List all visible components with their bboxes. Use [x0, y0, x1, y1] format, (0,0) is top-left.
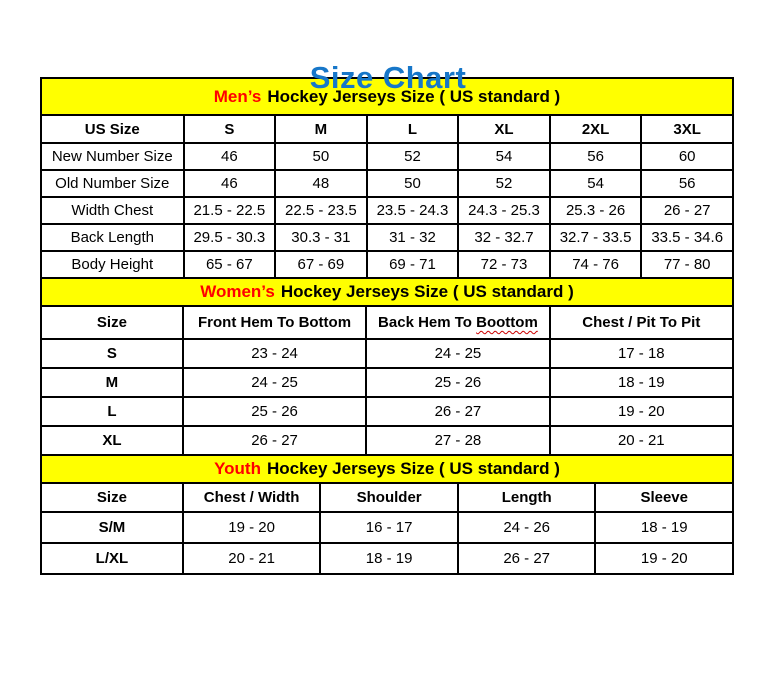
column-header: S: [184, 115, 276, 143]
table-row: [41, 197, 733, 224]
column-header: Back Hem To Boottom: [366, 306, 549, 339]
row-label: S/M: [41, 512, 183, 543]
row-label: Body Height: [41, 251, 184, 278]
size-cell: 46: [184, 170, 276, 197]
size-cell: 23.5 - 24.3: [367, 197, 459, 224]
size-cell: 26 - 27: [366, 397, 549, 426]
misspelled-word: Boottom: [476, 314, 538, 331]
size-cell: 50: [275, 143, 367, 170]
section-heading-womens: [40, 277, 734, 307]
column-header: Sleeve: [595, 483, 733, 512]
womens-size-table: [40, 305, 734, 456]
heading-highlight: Youth: [214, 459, 261, 478]
size-cell: 21.5 - 22.5: [184, 197, 276, 224]
size-cell: 32.7 - 33.5: [550, 224, 642, 251]
size-cell: 54: [550, 170, 642, 197]
row-label: S: [41, 339, 183, 368]
size-cell: 18 - 19: [595, 512, 733, 543]
column-header: US Size: [41, 115, 184, 143]
size-cell: 18 - 19: [550, 368, 733, 397]
size-cell: 29.5 - 30.3: [184, 224, 276, 251]
size-cell: 65 - 67: [184, 251, 276, 278]
size-cell: 24.3 - 25.3: [458, 197, 550, 224]
column-header: Size: [41, 306, 183, 339]
row-label: L: [41, 397, 183, 426]
heading-rest: Hockey Jerseys Size ( US standard ): [280, 282, 574, 301]
column-header: Front Hem To Bottom: [183, 306, 366, 339]
table-row: [41, 224, 733, 251]
header-row: [41, 115, 733, 143]
table-row: [41, 426, 733, 455]
heading-highlight: Women’s: [200, 282, 275, 301]
column-header: Shoulder: [320, 483, 458, 512]
row-label: New Number Size: [41, 143, 184, 170]
column-header: 2XL: [550, 115, 642, 143]
size-cell: 46: [184, 143, 276, 170]
page-title: Size Chart: [309, 60, 467, 95]
section-heading-youth: [40, 454, 734, 484]
column-header: Chest / Pit To Pit: [550, 306, 733, 339]
size-cell: 54: [458, 143, 550, 170]
size-cell: 77 - 80: [641, 251, 733, 278]
size-cell: 69 - 71: [367, 251, 459, 278]
size-cell: 26 - 27: [458, 543, 596, 574]
table-row: [41, 368, 733, 397]
row-label: Back Length: [41, 224, 184, 251]
header-row: [41, 483, 733, 512]
size-cell: 25.3 - 26: [550, 197, 642, 224]
size-cell: 22.5 - 23.5: [275, 197, 367, 224]
size-cell: 26 - 27: [183, 426, 366, 455]
size-cell: 23 - 24: [183, 339, 366, 368]
size-cell: 50: [367, 170, 459, 197]
size-cell: 74 - 76: [550, 251, 642, 278]
heading-rest: Hockey Jerseys Size ( US standard ): [266, 459, 560, 478]
size-cell: 27 - 28: [366, 426, 549, 455]
table-row: [41, 543, 733, 574]
column-header: Length: [458, 483, 596, 512]
size-cell: 26 - 27: [641, 197, 733, 224]
table-row: [41, 512, 733, 543]
table-row: [41, 251, 733, 278]
column-header: Chest / Width: [183, 483, 321, 512]
row-label: Old Number Size: [41, 170, 184, 197]
size-cell: 52: [367, 143, 459, 170]
size-cell: 20 - 21: [550, 426, 733, 455]
table-row: [41, 397, 733, 426]
size-cell: 24 - 26: [458, 512, 596, 543]
size-cell: 24 - 25: [183, 368, 366, 397]
size-cell: 60: [641, 143, 733, 170]
size-cell: 20 - 21: [183, 543, 321, 574]
size-cell: 32 - 32.7: [458, 224, 550, 251]
size-cell: 31 - 32: [367, 224, 459, 251]
size-cell: 72 - 73: [458, 251, 550, 278]
size-cell: 56: [641, 170, 733, 197]
row-label: L/XL: [41, 543, 183, 574]
column-header: M: [275, 115, 367, 143]
table-row: [41, 170, 733, 197]
column-header: Size: [41, 483, 183, 512]
mens-size-table: [40, 114, 734, 279]
size-cell: 33.5 - 34.6: [641, 224, 733, 251]
size-cell: 30.3 - 31: [275, 224, 367, 251]
size-cell: 56: [550, 143, 642, 170]
heading-highlight: Men’s: [213, 86, 262, 106]
table-row: [41, 339, 733, 368]
header-row: [41, 306, 733, 339]
youth-size-table: [40, 482, 734, 575]
size-cell: 19 - 20: [550, 397, 733, 426]
row-label: M: [41, 368, 183, 397]
size-cell: 18 - 19: [320, 543, 458, 574]
size-chart: [40, 77, 734, 575]
size-cell: 24 - 25: [366, 339, 549, 368]
size-cell: 48: [275, 170, 367, 197]
column-header: L: [367, 115, 459, 143]
size-cell: 19 - 20: [595, 543, 733, 574]
column-header: 3XL: [641, 115, 733, 143]
size-cell: 16 - 17: [320, 512, 458, 543]
row-label: Width Chest: [41, 197, 184, 224]
size-cell: 67 - 69: [275, 251, 367, 278]
size-cell: 25 - 26: [183, 397, 366, 426]
size-cell: 19 - 20: [183, 512, 321, 543]
table-row: [41, 143, 733, 170]
row-label: XL: [41, 426, 183, 455]
size-cell: 17 - 18: [550, 339, 733, 368]
size-cell: 25 - 26: [366, 368, 549, 397]
size-cell: 52: [458, 170, 550, 197]
column-header: XL: [458, 115, 550, 143]
heading-rest: Hockey Jerseys Size ( US standard ): [267, 86, 561, 106]
